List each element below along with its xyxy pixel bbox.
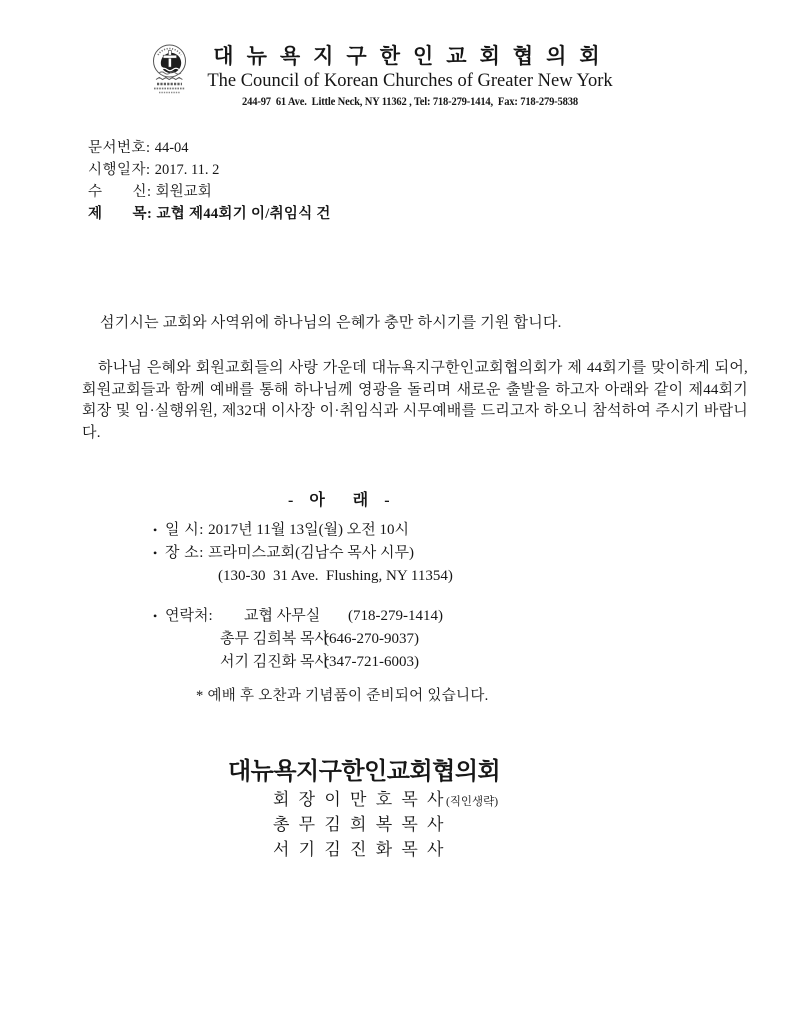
recipient-label: 수 신:	[88, 184, 156, 200]
bullet-icon: •	[153, 609, 158, 623]
datetime-row	[153, 519, 453, 542]
main-paragraph: 하나님 은혜와 회원교회들의 사랑 가운데 대뉴욕지구한인교회협의회가 제 44회기를 맞이하게 되어, 회원교회들과 함께 예배를 통해 하나님께 영광을 돌리며 새로운 출발을 하고자 아래와 같이 제44회기 회장 및 임·실행위원, 제32대 이사장 이·취임식과 시무예배를 드리고자 하오니 참석하여 주시기 바랍니다.	[82, 360, 748, 441]
contact-phone: (718-279-1414)	[348, 608, 443, 624]
subject-line	[88, 203, 331, 225]
datetime-label: 일 시:	[165, 522, 209, 538]
location-value: 프라미스교회(김남수 목사 시무)	[208, 545, 415, 561]
contact-row	[153, 605, 443, 628]
officer-name: 김 진 화 목 사	[324, 839, 446, 859]
contact-phone: (646-270-9037)	[324, 631, 419, 647]
letterhead	[203, 40, 617, 109]
officer-title: 서 기	[273, 839, 318, 859]
signature-officers	[273, 789, 498, 863]
officer-name: 김 희 복 목 사	[324, 814, 446, 834]
contact-row	[153, 651, 443, 674]
doc-number-value: 44-04	[154, 140, 189, 156]
officer-title: 회 장	[273, 790, 318, 809]
officer-name: 이 만 호 목 사	[324, 790, 446, 809]
contact-label: 연락처:	[165, 608, 217, 624]
doc-number-label: 문서번호:	[88, 140, 155, 156]
event-details	[153, 519, 453, 588]
doc-date-value: 2017. 11. 2	[154, 162, 220, 178]
bullet-icon: •	[153, 523, 158, 537]
below-heading: - 아 래 -	[288, 492, 396, 509]
org-name-english: The Council of Korean Churches of Greater New York	[207, 71, 613, 91]
datetime-value: 2017년 11월 13일(월) 오전 10시	[208, 522, 410, 538]
subject-label: 제 목:	[88, 206, 157, 222]
officer-title: 총 무	[273, 814, 318, 834]
contact-name: 총무 김희복 목사	[220, 631, 329, 647]
org-name-korean: 대뉴욕지구한인교회협의회	[213, 45, 613, 68]
contact-name: 교협 사무실	[244, 608, 321, 624]
note-line: * 예배 후 오찬과 기념품이 준비되어 있습니다.	[196, 688, 489, 704]
officer-row	[273, 839, 498, 864]
subject-value: 교협 제44회기 이/취임식 건	[156, 206, 331, 222]
contact-row	[153, 628, 443, 651]
document-meta	[88, 137, 331, 225]
location-row	[153, 542, 453, 565]
org-address: 244-97 61 Ave. Little Neck, NY 11362 , Tel: 718-279-1414, Fax: 718-279-5838	[242, 94, 578, 108]
doc-date-line	[88, 159, 331, 181]
contact-name: 서기 김진화 목사	[220, 653, 329, 670]
contact-phone: (347-721-6003)	[324, 653, 419, 670]
bullet-icon: •	[153, 546, 158, 560]
officer-suffix: (직인생략)	[445, 796, 499, 808]
contact-list	[153, 605, 443, 673]
officer-row	[273, 814, 498, 839]
recipient-value: 회원교회	[155, 184, 212, 200]
greeting-paragraph: 섬기시는 교회와 사역위에 하나님의 은혜가 충만 하시기를 기원 합니다.	[100, 315, 562, 331]
doc-number-line	[88, 137, 331, 159]
doc-date-label: 시행일자:	[88, 162, 155, 178]
location-address: (130-30 31 Ave. Flushing, NY 11354)	[218, 568, 453, 584]
council-seal-logo	[150, 42, 190, 95]
council-seal-icon	[150, 42, 190, 95]
recipient-line	[88, 181, 331, 203]
officer-row	[273, 789, 498, 814]
signature-org-name: 대뉴욕지구한인교회협의회	[228, 759, 501, 785]
location-label: 장 소:	[165, 545, 209, 561]
